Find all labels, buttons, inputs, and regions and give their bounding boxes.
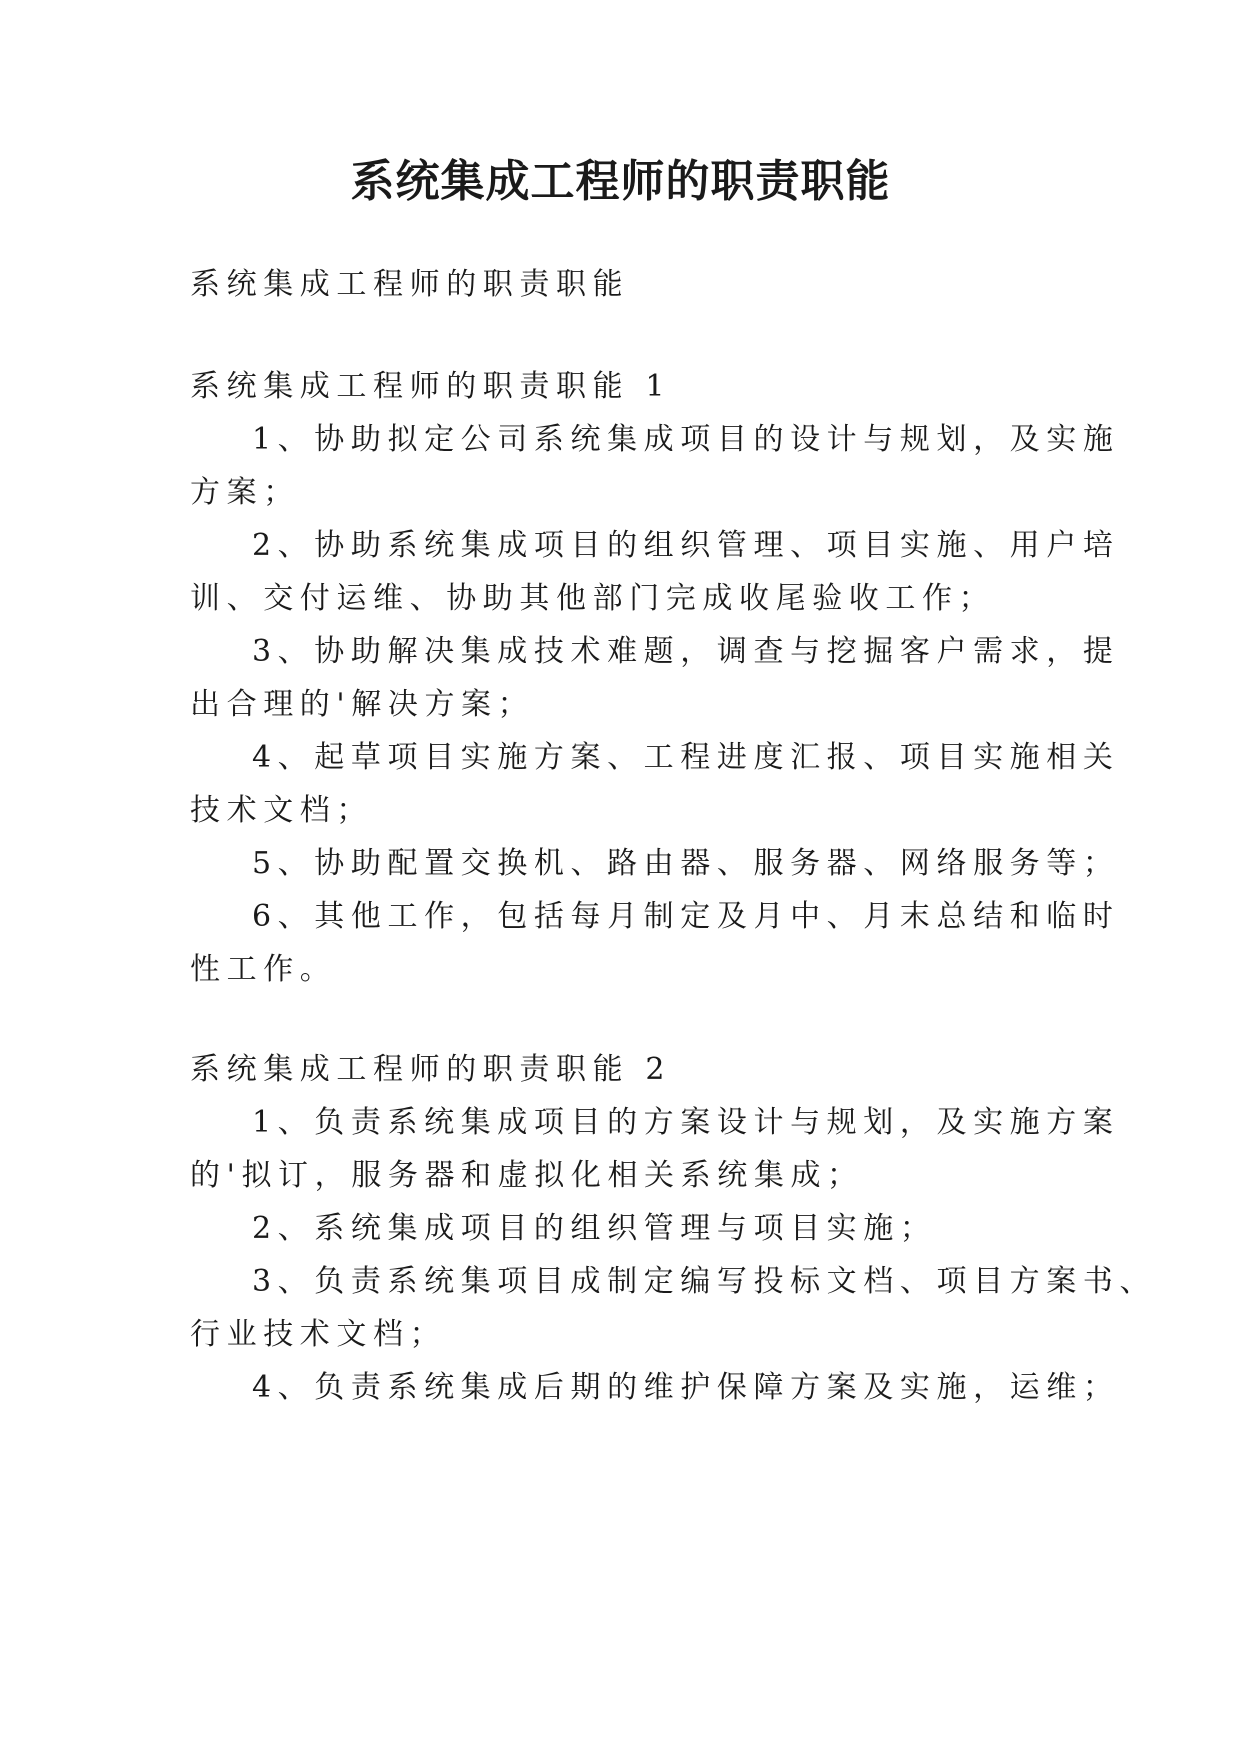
document-title: 系统集成工程师的职责职能 bbox=[350, 156, 891, 207]
section-1-item-4-line-2: 技术文档； bbox=[190, 793, 373, 828]
section-1-item-5-line-1: 5、协助配置交换机、路由器、服务器、网络服务等； bbox=[252, 846, 1120, 881]
section-1-item-3-line-1: 3、协助解决集成技术难题，调查与挖掘客户需求，提 bbox=[252, 634, 1120, 669]
section-1-item-2-line-1: 2、协助系统集成项目的组织管理、项目实施、用户培 bbox=[252, 528, 1120, 563]
section-1-item-1-line-1: 1、协助拟定公司系统集成项目的设计与规划，及实施 bbox=[252, 422, 1120, 457]
section-1-item-2-line-2: 训、交付运维、协助其他部门完成收尾验收工作； bbox=[190, 581, 996, 616]
section-2-heading: 系统集成工程师的职责职能 2 bbox=[190, 1052, 672, 1087]
section-1-item-6-line-1: 6、其他工作，包括每月制定及月中、月末总结和临时 bbox=[252, 899, 1120, 934]
section-2-item-1-line-2: 的'拟订，服务器和虚拟化相关系统集成； bbox=[190, 1158, 864, 1193]
section-1-item-3-line-2: 出合理的'解决方案； bbox=[190, 687, 535, 722]
section-2-item-4-line-1: 4、负责系统集成后期的维护保障方案及实施，运维； bbox=[252, 1370, 1120, 1405]
section-1-item-4-line-1: 4、起草项目实施方案、工程进度汇报、项目实施相关 bbox=[252, 740, 1120, 775]
section-1-item-1-line-2: 方案； bbox=[190, 475, 300, 510]
section-1-item-6-line-2: 性工作。 bbox=[190, 952, 337, 987]
section-2-item-3-line-1: 3、负责系统集项目成制定编写投标文档、项目方案书、 bbox=[252, 1264, 1157, 1299]
section-2-item-1-line-1: 1、负责系统集成项目的方案设计与规划，及实施方案 bbox=[252, 1105, 1120, 1140]
intro-line: 系统集成工程师的职责职能 bbox=[190, 267, 630, 302]
section-2-item-3-line-2: 行业技术文档； bbox=[190, 1317, 447, 1352]
section-1-heading: 系统集成工程师的职责职能 1 bbox=[190, 369, 672, 404]
section-2-item-2-line-1: 2、系统集成项目的组织管理与项目实施； bbox=[252, 1211, 937, 1246]
